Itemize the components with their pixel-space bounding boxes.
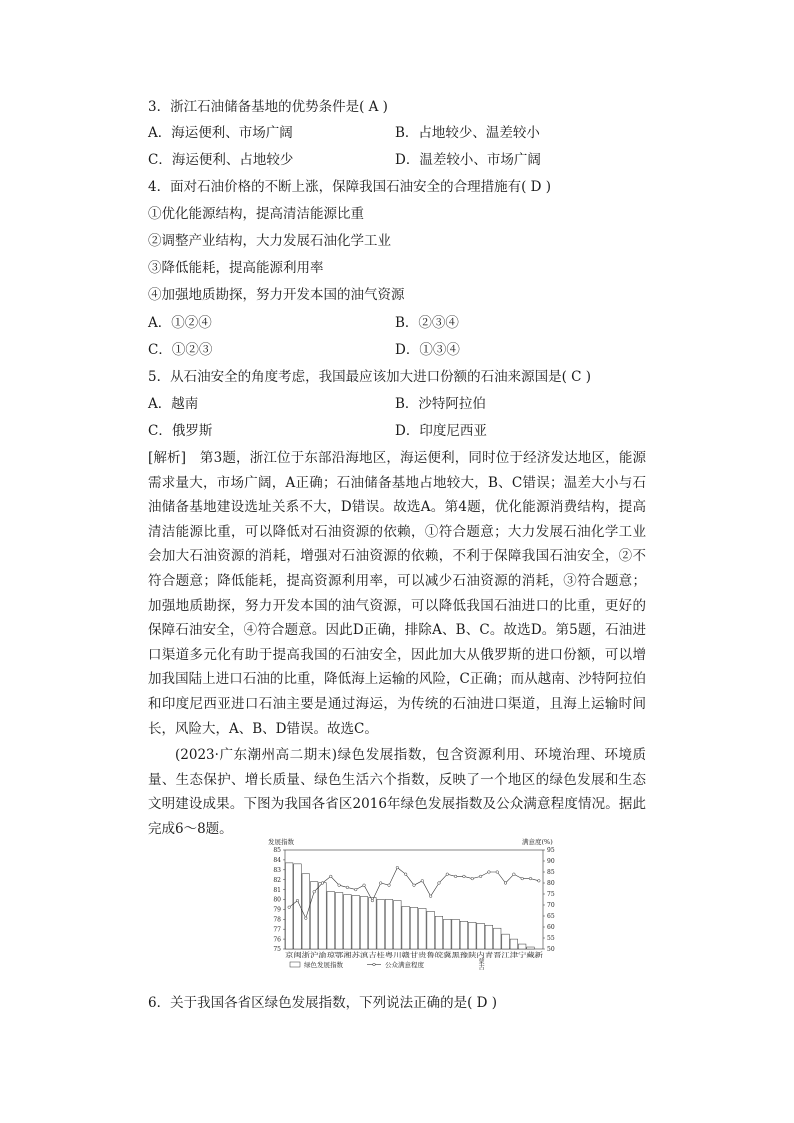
satisfaction-point <box>321 882 324 885</box>
satisfaction-point <box>338 884 341 887</box>
left-tick-label: 80 <box>273 896 281 904</box>
legend-bar-label: 绿色发展指数 <box>304 961 343 969</box>
right-tick-label: 85 <box>547 869 555 877</box>
index-bar <box>394 900 402 949</box>
legend-line-marker <box>373 963 376 966</box>
q4-statement-2: ②调整产业结构，大力发展石油化学工业 <box>148 233 391 249</box>
satisfaction-point <box>521 877 524 880</box>
satisfaction-point <box>463 875 466 878</box>
satisfaction-point <box>396 866 399 869</box>
index-bar <box>344 895 352 949</box>
category-labels: 京闽浙沪渝琼鄂湘苏滇吉桂粤川赣甘贵鲁皖冀黑豫陕内青晋江津宁藏新 <box>285 951 487 959</box>
satisfaction-point <box>496 871 499 874</box>
index-bar <box>360 897 368 949</box>
right-tick-label: 95 <box>547 847 555 855</box>
satisfaction-point <box>379 882 382 885</box>
category-label-extra: 蒙古 <box>477 958 485 970</box>
index-bar <box>444 919 452 949</box>
q3-option-d: D．温差较小、市场广阔 <box>395 152 541 168</box>
index-bar <box>377 900 385 950</box>
left-tick-label: 85 <box>273 847 281 855</box>
index-bar <box>485 925 493 949</box>
index-bar <box>518 944 526 949</box>
index-bar <box>402 906 410 949</box>
index-bar <box>410 907 418 949</box>
analysis-paragraph: [解析] 第3题，浙江位于东部沿海地区，海运便利，同时位于经济发达地区，能源需求量大，市场广阔，A正确；石油储备基地占地较大，B、C错误；温差大小与石油储备基地建设选址关系不大，D错误。故选A。第4题，优化能源消费结构，提高清洁能源比重，可以降低对石油资源的依赖，①符合题意；大力发展石油化学工业会加大石油资源的消耗，增强对石油资源的依赖，不利于保障我国石油安全，②不符合题意；降低能耗，提高资源利用率，可以减少石油资源的消耗，③符合题意；加强地质勘探，努力开发本国的油气资源，可以降低我国石油进口的比重，更好的保障石油安全，④符合题意。因此D正确，排除A、B、C。故选D。第5题，石油进口渠道多元化有助于提高我国的石油安全，因此加大从俄罗斯的进口份额，可以增加我国陆上进口石油的比重，降低海上运输的风险，C正确；而从越南、沙特阿拉伯和印度尼西亚进口石油主要是通过海运，为传统的石油进口渠道，且海上运输时间长，风险大，A、B、D错误。故选C。 <box>148 450 646 737</box>
index-bar <box>385 900 393 950</box>
q4-statement-4: ④加强地质勘探，努力开发本国的油气资源 <box>148 287 405 303</box>
right-tick-label: 50 <box>547 946 555 954</box>
green-index-chart <box>260 836 555 971</box>
left-tick-label: 83 <box>273 867 281 874</box>
index-bar <box>510 939 518 949</box>
left-tick-label: 78 <box>273 916 281 924</box>
q4-option-c: C．①②③ <box>148 342 213 358</box>
satisfaction-point <box>446 873 449 876</box>
satisfaction-point <box>404 873 407 876</box>
satisfaction-point <box>346 886 349 889</box>
satisfaction-point <box>438 882 441 885</box>
right-tick-label: 65 <box>547 913 555 921</box>
index-bar <box>493 928 501 949</box>
legend-bar-swatch <box>290 962 300 967</box>
section-intro-paragraph: (2023·广东潮州高二期末)绿色发展指数，包含资源利用、环境治理、环境质量、生态保护、增长质量、绿色生活六个指数，反映了一个地区的绿色发展和生态文明建设成果。下图为我国各省区2016年绿色发展指数及公众满意程度情况。据此完成6～8题。 <box>148 747 646 837</box>
q5-option-b: B．沙特阿拉伯 <box>395 396 486 412</box>
satisfaction-point <box>354 888 357 891</box>
left-tick-label: 81 <box>273 886 281 894</box>
satisfaction-point <box>488 871 491 874</box>
index-bar <box>460 921 468 949</box>
q4-statement-3: ③降低能耗，提高能源利用率 <box>148 260 324 276</box>
satisfaction-point <box>413 884 416 887</box>
satisfaction-point <box>296 899 299 902</box>
question-6-stem: 6．关于我国各省区绿色发展指数，下列说法正确的是( D ) <box>148 995 498 1011</box>
right-tick-label: 55 <box>547 935 555 943</box>
satisfaction-point <box>429 895 432 898</box>
left-tick-label: 75 <box>273 946 281 954</box>
index-bar <box>435 916 443 949</box>
right-tick-label: 80 <box>547 880 555 888</box>
index-bar <box>335 893 343 949</box>
index-bar <box>302 874 310 949</box>
index-bar <box>369 898 377 949</box>
right-tick-label: 60 <box>547 924 555 932</box>
satisfaction-point <box>529 877 532 880</box>
question-4-stem: 4．面对石油价格的不断上涨，保障我国石油安全的合理措施有( D ) <box>148 179 552 195</box>
left-tick-label: 77 <box>273 926 281 934</box>
q5-option-c: C．俄罗斯 <box>148 423 213 439</box>
question-3-stem: 3．浙江石油储备基地的优势条件是( A ) <box>148 99 388 115</box>
right-tick-label: 90 <box>547 858 555 866</box>
satisfaction-point <box>313 891 316 894</box>
right-axis-title: 满意度(%) <box>522 838 553 846</box>
q4-statement-1: ①优化能源结构，提高清洁能源比重 <box>148 206 364 222</box>
satisfaction-point <box>479 875 482 878</box>
legend-line-label: 公众满意程度 <box>385 961 424 969</box>
satisfaction-point <box>454 875 457 878</box>
satisfaction-point <box>421 880 424 883</box>
left-tick-label: 82 <box>273 876 281 884</box>
q3-option-b: B．占地较少、温差较小 <box>395 125 540 141</box>
index-bar <box>477 923 485 949</box>
left-tick-label: 84 <box>273 857 281 865</box>
satisfaction-point <box>288 906 291 909</box>
satisfaction-point <box>538 880 541 883</box>
right-tick-label: 70 <box>547 902 555 910</box>
right-tick-label: 75 <box>547 891 555 899</box>
q3-option-a: A．海运便利、市场广阔 <box>148 125 293 141</box>
satisfaction-point <box>513 873 516 876</box>
index-bar <box>319 883 327 949</box>
index-bar <box>452 919 460 949</box>
q5-option-a: A．越南 <box>148 396 199 412</box>
q4-option-a: A．①②④ <box>148 315 212 331</box>
q5-option-d: D．印度尼西亚 <box>395 423 487 439</box>
q4-option-d: D．①③④ <box>395 342 460 358</box>
left-axis-title: 发展指数 <box>268 838 294 846</box>
satisfaction-point <box>388 884 391 887</box>
q3-option-c: C．海运便利、占地较少 <box>148 152 294 168</box>
index-bar <box>327 892 335 949</box>
satisfaction-point <box>504 882 507 885</box>
index-bar <box>527 947 535 949</box>
q4-option-b: B．②③④ <box>395 315 459 331</box>
satisfaction-point <box>471 877 474 880</box>
satisfaction-point <box>371 899 374 902</box>
index-bar <box>419 908 427 949</box>
index-bar <box>427 911 435 949</box>
satisfaction-point <box>363 884 366 887</box>
left-tick-label: 76 <box>273 936 281 944</box>
index-bar <box>468 922 476 949</box>
satisfaction-point <box>305 917 308 920</box>
left-tick-label: 79 <box>273 906 281 914</box>
index-bar <box>352 896 360 949</box>
question-5-stem: 5．从石油安全的角度考虑，我国最应该加大进口份额的石油来源国是( C ) <box>148 369 592 385</box>
satisfaction-point <box>329 875 332 878</box>
index-bar <box>502 934 510 949</box>
